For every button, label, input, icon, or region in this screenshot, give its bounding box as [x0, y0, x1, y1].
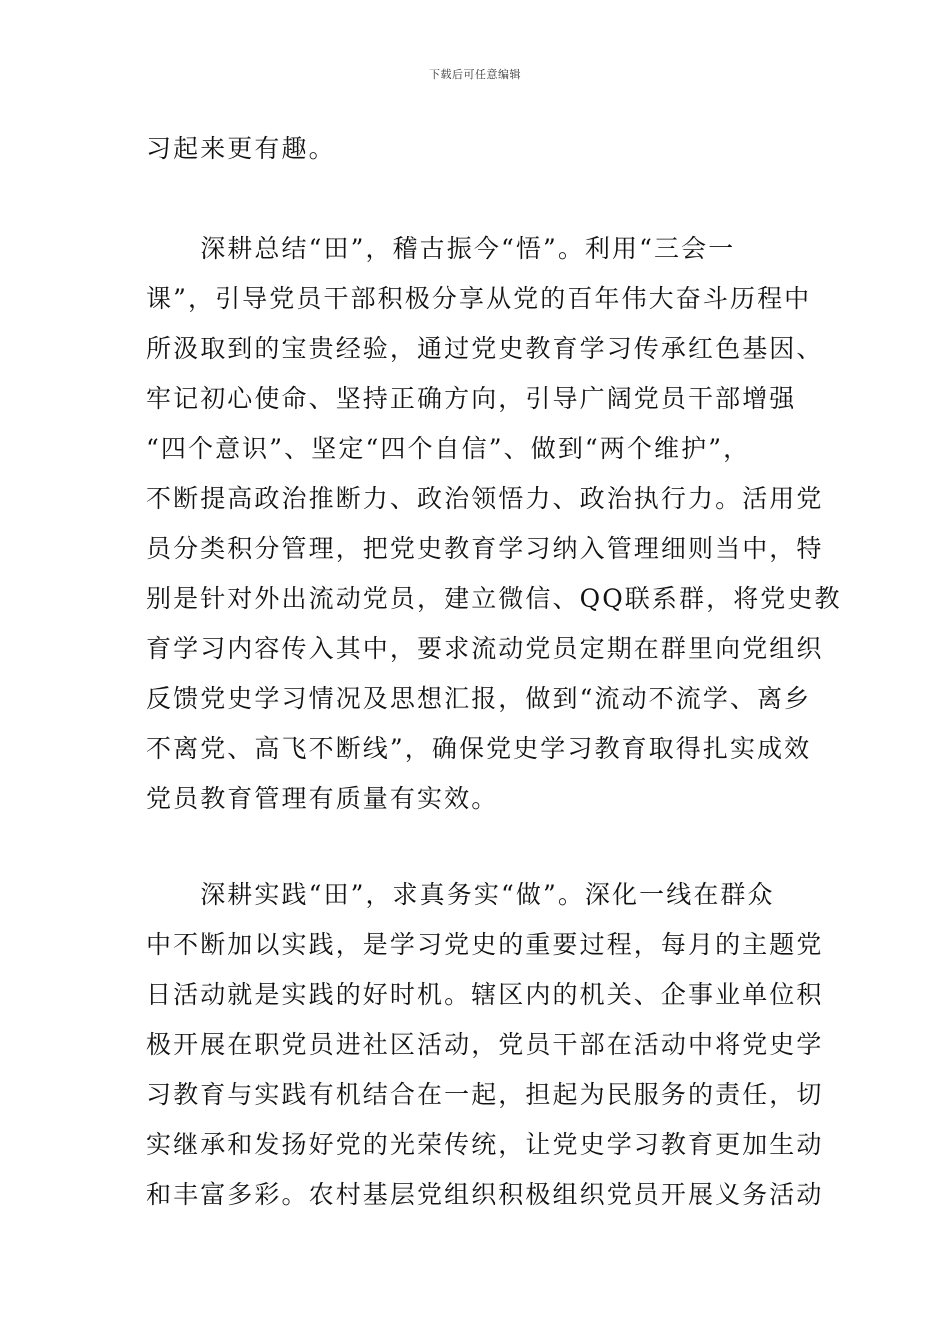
paragraph-2-line-6: 不断提高政治推断力、政治领悟力、政治执行力。活用党 — [146, 484, 824, 513]
paragraph-1-line-1: 习起来更有趣。 — [146, 134, 336, 163]
paragraph-2-line-1: 深耕总结“田”，稽古振今“悟”。利用“三会一 — [146, 234, 736, 263]
paragraph-3-line-6: 实继承和发扬好党的光荣传统，让党史学习教育更加生动 — [146, 1130, 824, 1159]
paragraph-2-line-12: 党员教育管理有质量有实效。 — [146, 784, 499, 813]
paragraph-2-line-4: 牢记初心使命、坚持正确方向，引导广阔党员干部增强 — [146, 384, 797, 413]
paragraph-2-line-2: 课”，引导党员干部积极分享从党的百年伟大奋斗历程中 — [146, 284, 812, 313]
paragraph-3-line-7: 和丰富多彩。农村基层党组织积极组织党员开展义务活动 — [146, 1180, 824, 1209]
paragraph-3-line-1: 深耕实践“田”，求真务实“做”。深化一线在群众 — [146, 880, 775, 909]
paragraph-2-line-11: 不离党、高飞不断线”，确保党史学习教育取得扎实成效 — [146, 734, 812, 763]
paragraph-2-line-5: “四个意识”、坚定“四个自信”、做到“两个维护”， — [146, 434, 751, 463]
paragraph-2-line-7: 员分类积分管理，把党史教育学习纳入管理细则当中，特 — [146, 534, 824, 563]
paragraph-2-line-9: 育学习内容传入其中，要求流动党员定期在群里向党组织 — [146, 634, 824, 663]
header-note: 下载后可任意编辑 — [429, 68, 521, 81]
paragraph-3-line-4: 极开展在职党员进社区活动，党员干部在活动中将党史学 — [146, 1030, 824, 1059]
paragraph-2-line-3: 所汲取到的宝贵经验，通过党史教育学习传承红色基因、 — [146, 334, 824, 363]
paragraph-3-line-2: 中不断加以实践，是学习党史的重要过程，每月的主题党 — [146, 930, 824, 959]
paragraph-2-line-10: 反馈党史学习情况及思想汇报，做到“流动不流学、离乡 — [146, 684, 812, 713]
paragraph-2-line-8: 别是针对外出流动党员，建立微信、QQ联系群，将党史教 — [146, 584, 842, 613]
paragraph-3-line-5: 习教育与实践有机结合在一起，担起为民服务的责任，切 — [146, 1080, 824, 1109]
paragraph-3-line-3: 日活动就是实践的好时机。辖区内的机关、企事业单位积 — [146, 980, 824, 1009]
